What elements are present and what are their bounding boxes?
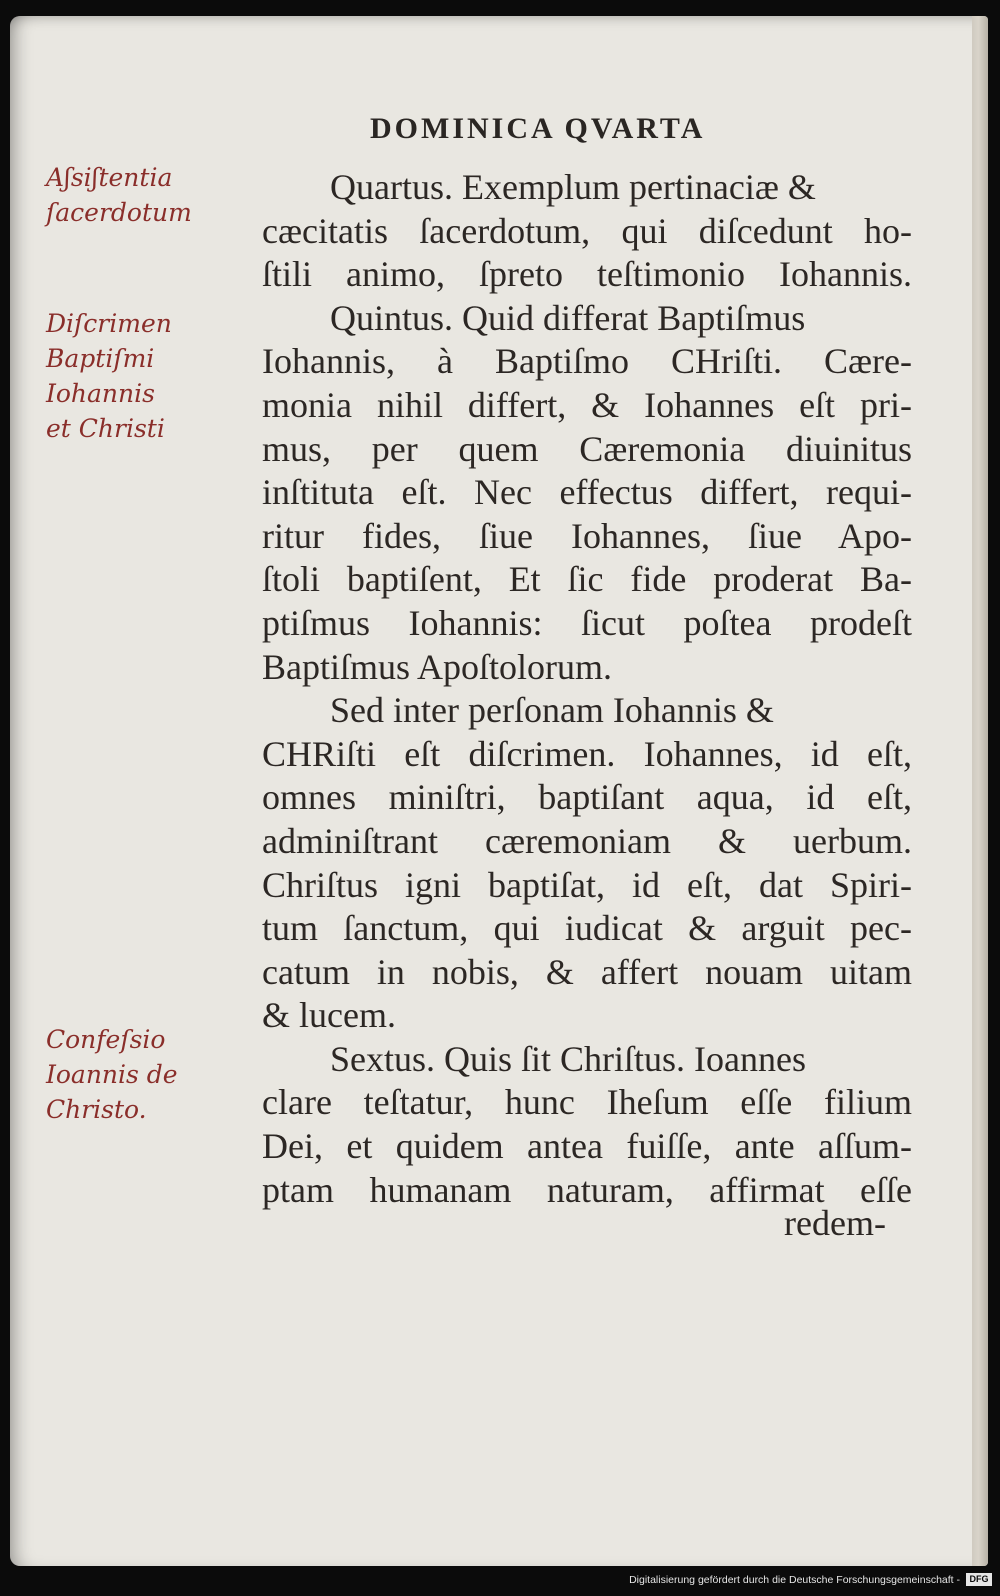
text-line: cæcitatis ſacerdotum, qui diſcedunt ho-	[262, 210, 912, 251]
marginal-note-line: Christo.	[46, 1095, 147, 1124]
catchword: redem-	[784, 1203, 886, 1243]
text-line: adminiſtrant cæremoniam & uerbum.	[262, 820, 912, 861]
footer-bar	[0, 1566, 1000, 1596]
book-page	[10, 16, 988, 1566]
dfg-logo: DFG	[966, 1573, 992, 1586]
marginal-note-line: Iohannis	[46, 379, 155, 408]
text-line: mus, per quem Cæremonia diuinitus	[262, 428, 912, 469]
text-line: Quintus. Quid differat Baptiſmus	[330, 297, 806, 338]
text-line: ptiſmus Iohannis: ſicut poſtea prodeſt	[262, 602, 912, 643]
marginal-note	[46, 160, 276, 230]
text-line: monia nihil differt, & Iohannes eſt pri-	[262, 384, 912, 425]
marginal-note-line: Baptiſmi	[46, 344, 155, 373]
text-line: tum ſanctum, qui iudicat & arguit pec-	[262, 908, 912, 949]
text-line: omnes miniſtri, baptiſant aqua, id eſt,	[262, 777, 912, 818]
text-line: Dei, et quidem antea fuiſſe, ante aſſum-	[262, 1126, 912, 1167]
marginal-note-line: Aʃsiʃtentia	[46, 163, 173, 192]
text-line: catum in nobis, & affert nouam uitam	[262, 951, 912, 992]
body-text	[262, 166, 912, 1212]
text-line: clare teſtatur, hunc Iheſum eſſe filium	[262, 1082, 912, 1123]
marginal-note	[46, 1022, 276, 1127]
text-line: Chriſtus igni baptiſat, id eſt, dat Spiri-	[262, 864, 912, 905]
text-line: Sextus. Quis ſit Chriſtus. Ioannes	[330, 1038, 806, 1079]
text-line: Baptiſmus Apoſtolorum.	[262, 646, 613, 687]
text-line: ptam humanam naturam, affirmat eſſe	[262, 1169, 912, 1210]
text-line: ſtoli baptiſent, Et ſic fide proderat Ba-	[262, 559, 912, 600]
marginal-note-line: Confeſsio	[46, 1025, 166, 1054]
text-line: inſtituta eſt. Nec effectus differt, requi-	[262, 472, 912, 513]
text-line: Quartus. Exemplum pertinaciæ &	[330, 167, 816, 207]
text-line: Sed inter perſonam Iohannis &	[330, 690, 774, 731]
text-line: CHRiſti eſt diſcrimen. Iohannes, id eſt,	[262, 733, 912, 774]
funding-credit: Digitalisierung gefördert durch die Deutsche Forschungsgemeinschaft -	[629, 1574, 960, 1586]
marginal-note	[46, 306, 276, 446]
marginal-note-line: Ioannis de	[46, 1060, 178, 1089]
marginal-note-line: Diſcrimen	[46, 309, 172, 338]
text-line: ritur fides, ſiue Iohannes, ſiue Apo-	[262, 515, 912, 556]
text-line: ſtili animo, ſpreto teſtimonio Iohannis.	[262, 254, 912, 295]
marginal-note-line: ſacerdotum	[46, 198, 192, 227]
text-line: Iohannis, à Baptiſmo CHriſti. Cære-	[262, 341, 912, 382]
marginal-note-line: et Christi	[46, 414, 165, 443]
page-edge	[972, 16, 988, 1566]
running-head: DOMINICA QVARTA	[370, 112, 706, 145]
text-line: & lucem.	[262, 995, 396, 1036]
